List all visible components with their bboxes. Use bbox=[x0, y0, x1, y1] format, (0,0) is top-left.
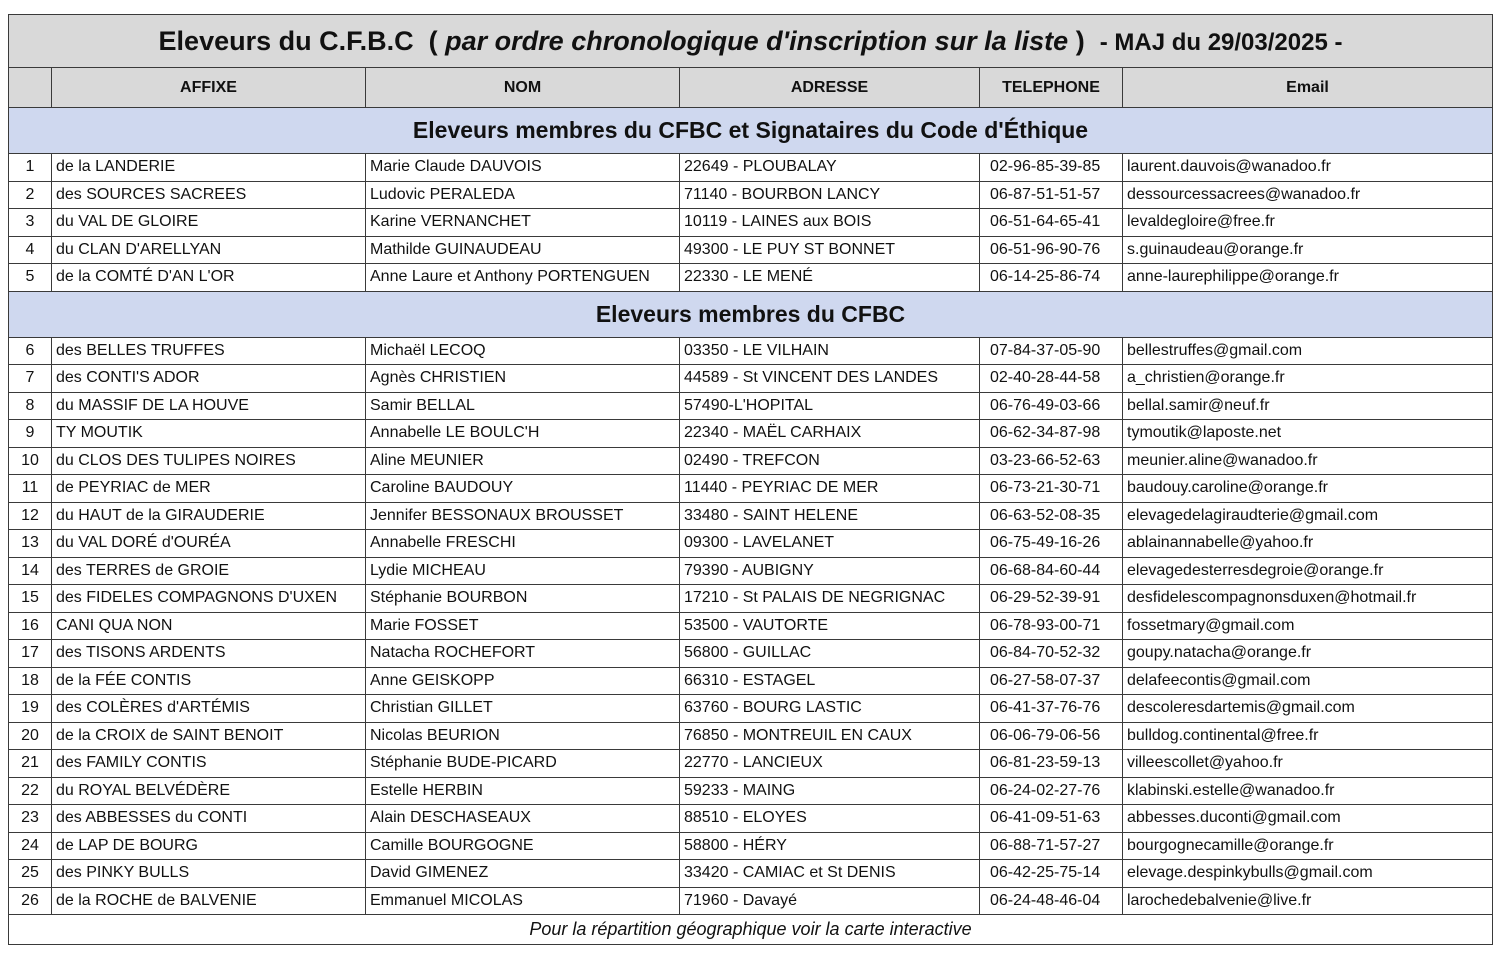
row-number: 26 bbox=[9, 887, 52, 915]
row-number: 14 bbox=[9, 557, 52, 585]
row-number: 5 bbox=[9, 264, 52, 292]
cell-affixe: de la LANDERIE bbox=[52, 154, 366, 182]
table-row bbox=[9, 887, 1493, 915]
cell-affixe: des TERRES de GROIE bbox=[52, 557, 366, 585]
cell-telephone: 06-51-64-65-41 bbox=[980, 209, 1123, 237]
cell-adresse: 57490-L'HOPITAL bbox=[680, 392, 980, 420]
cell-adresse: 71140 - BOURBON LANCY bbox=[680, 181, 980, 209]
table-row bbox=[9, 392, 1493, 420]
table-row bbox=[9, 337, 1493, 365]
table-row bbox=[9, 236, 1493, 264]
cell-affixe: du VAL DE GLOIRE bbox=[52, 209, 366, 237]
cell-adresse: 03350 - LE VILHAIN bbox=[680, 337, 980, 365]
cell-telephone: 06-24-48-46-04 bbox=[980, 887, 1123, 915]
row-number: 25 bbox=[9, 860, 52, 888]
table-row bbox=[9, 722, 1493, 750]
cell-email: levaldegloire@free.fr bbox=[1123, 209, 1493, 237]
cell-affixe: du MASSIF DE LA HOUVE bbox=[52, 392, 366, 420]
cell-affixe: du VAL DORÉ d'OURÉA bbox=[52, 530, 366, 558]
cell-adresse: 58800 - HÉRY bbox=[680, 832, 980, 860]
cell-nom: Camille BOURGOGNE bbox=[366, 832, 680, 860]
cell-nom: Annabelle FRESCHI bbox=[366, 530, 680, 558]
section-title: Eleveurs membres du CFBC bbox=[9, 291, 1493, 337]
cell-adresse: 22330 - LE MENÉ bbox=[680, 264, 980, 292]
section-header-row bbox=[9, 291, 1493, 337]
page-title bbox=[9, 15, 1493, 68]
cell-email: bellestruffes@gmail.com bbox=[1123, 337, 1493, 365]
cell-affixe: des CONTI'S ADOR bbox=[52, 365, 366, 393]
table-row bbox=[9, 264, 1493, 292]
cell-nom: Aline MEUNIER bbox=[366, 447, 680, 475]
row-number: 15 bbox=[9, 585, 52, 613]
cell-telephone: 06-62-34-87-98 bbox=[980, 420, 1123, 448]
cell-telephone: 06-27-58-07-37 bbox=[980, 667, 1123, 695]
row-number: 24 bbox=[9, 832, 52, 860]
cell-adresse: 22649 - PLOUBALAY bbox=[680, 154, 980, 182]
cell-telephone: 06-29-52-39-91 bbox=[980, 585, 1123, 613]
title-update: - MAJ du 29/03/2025 - bbox=[1099, 28, 1343, 56]
table-row bbox=[9, 667, 1493, 695]
cell-email: bellal.samir@neuf.fr bbox=[1123, 392, 1493, 420]
cell-email: bourgognecamille@orange.fr bbox=[1123, 832, 1493, 860]
cell-email: s.guinaudeau@orange.fr bbox=[1123, 236, 1493, 264]
cell-affixe: du ROYAL BELVÉDÈRE bbox=[52, 777, 366, 805]
cell-adresse: 22770 - LANCIEUX bbox=[680, 750, 980, 778]
cell-nom: Anne GEISKOPP bbox=[366, 667, 680, 695]
row-number: 9 bbox=[9, 420, 52, 448]
table-row bbox=[9, 860, 1493, 888]
cell-nom: Marie FOSSET bbox=[366, 612, 680, 640]
title-open-paren: ( bbox=[428, 25, 438, 56]
footer-note: Pour la répartition géographique voir la carte interactive bbox=[9, 915, 1493, 945]
cell-email: tymoutik@laposte.net bbox=[1123, 420, 1493, 448]
cell-telephone: 06-84-70-52-32 bbox=[980, 640, 1123, 668]
table-row bbox=[9, 695, 1493, 723]
cell-telephone: 06-41-09-51-63 bbox=[980, 805, 1123, 833]
cell-adresse: 88510 - ELOYES bbox=[680, 805, 980, 833]
col-header-email: Email bbox=[1123, 68, 1493, 108]
cell-telephone: 06-76-49-03-66 bbox=[980, 392, 1123, 420]
table-row bbox=[9, 557, 1493, 585]
cell-nom: Stéphanie BUDE-PICARD bbox=[366, 750, 680, 778]
table-row bbox=[9, 750, 1493, 778]
cell-nom: Christian GILLET bbox=[366, 695, 680, 723]
title-main: Eleveurs du C.F.B.C bbox=[158, 25, 414, 56]
cell-affixe: de LAP DE BOURG bbox=[52, 832, 366, 860]
row-number: 2 bbox=[9, 181, 52, 209]
cell-telephone: 06-68-84-60-44 bbox=[980, 557, 1123, 585]
section-header-row bbox=[9, 108, 1493, 154]
row-number: 8 bbox=[9, 392, 52, 420]
cell-adresse: 66310 - ESTAGEL bbox=[680, 667, 980, 695]
cell-telephone: 03-23-66-52-63 bbox=[980, 447, 1123, 475]
cell-adresse: 22340 - MAËL CARHAIX bbox=[680, 420, 980, 448]
cell-affixe: de la CROIX de SAINT BENOIT bbox=[52, 722, 366, 750]
title-subtitle: par ordre chronologique d'inscription sur la liste bbox=[445, 25, 1069, 56]
cell-telephone: 06-24-02-27-76 bbox=[980, 777, 1123, 805]
cell-telephone: 02-96-85-39-85 bbox=[980, 154, 1123, 182]
cell-affixe: des TISONS ARDENTS bbox=[52, 640, 366, 668]
cell-adresse: 33420 - CAMIAC et St DENIS bbox=[680, 860, 980, 888]
cell-nom: Ludovic PERALEDA bbox=[366, 181, 680, 209]
cell-telephone: 02-40-28-44-58 bbox=[980, 365, 1123, 393]
cell-telephone: 06-42-25-75-14 bbox=[980, 860, 1123, 888]
cell-adresse: 10119 - LAINES aux BOIS bbox=[680, 209, 980, 237]
cell-telephone: 07-84-37-05-90 bbox=[980, 337, 1123, 365]
cell-affixe: des SOURCES SACREES bbox=[52, 181, 366, 209]
cell-nom: Estelle HERBIN bbox=[366, 777, 680, 805]
cell-adresse: 02490 - TREFCON bbox=[680, 447, 980, 475]
cell-telephone: 06-14-25-86-74 bbox=[980, 264, 1123, 292]
cell-telephone: 06-63-52-08-35 bbox=[980, 502, 1123, 530]
table-row bbox=[9, 777, 1493, 805]
cell-telephone: 06-75-49-16-26 bbox=[980, 530, 1123, 558]
cell-affixe: des FIDELES COMPAGNONS D'UXEN bbox=[52, 585, 366, 613]
cell-telephone: 06-51-96-90-76 bbox=[980, 236, 1123, 264]
cell-email: klabinski.estelle@wanadoo.fr bbox=[1123, 777, 1493, 805]
footer-row bbox=[9, 915, 1493, 945]
cell-email: elevage.despinkybulls@gmail.com bbox=[1123, 860, 1493, 888]
cell-email: anne-laurephilippe@orange.fr bbox=[1123, 264, 1493, 292]
cell-nom: Annabelle LE BOULC'H bbox=[366, 420, 680, 448]
table-row bbox=[9, 420, 1493, 448]
col-header-num bbox=[9, 68, 52, 108]
cell-affixe: des ABBESSES du CONTI bbox=[52, 805, 366, 833]
cell-affixe: TY MOUTIK bbox=[52, 420, 366, 448]
cell-adresse: 53500 - VAUTORTE bbox=[680, 612, 980, 640]
table-row bbox=[9, 612, 1493, 640]
cell-email: laurent.dauvois@wanadoo.fr bbox=[1123, 154, 1493, 182]
cell-email: desfidelescompagnonsduxen@hotmail.fr bbox=[1123, 585, 1493, 613]
row-number: 7 bbox=[9, 365, 52, 393]
cell-affixe: des FAMILY CONTIS bbox=[52, 750, 366, 778]
cell-nom: Natacha ROCHEFORT bbox=[366, 640, 680, 668]
cell-email: villeescollet@yahoo.fr bbox=[1123, 750, 1493, 778]
row-number: 6 bbox=[9, 337, 52, 365]
cell-nom: Michaël LECOQ bbox=[366, 337, 680, 365]
cell-affixe: du HAUT de la GIRAUDERIE bbox=[52, 502, 366, 530]
cell-email: abbesses.duconti@gmail.com bbox=[1123, 805, 1493, 833]
breeders-table bbox=[8, 14, 1493, 945]
cell-telephone: 06-73-21-30-71 bbox=[980, 475, 1123, 503]
cell-email: ablainannabelle@yahoo.fr bbox=[1123, 530, 1493, 558]
table-row bbox=[9, 640, 1493, 668]
table-row bbox=[9, 530, 1493, 558]
cell-nom: Anne Laure et Anthony PORTENGUEN bbox=[366, 264, 680, 292]
row-number: 22 bbox=[9, 777, 52, 805]
cell-email: goupy.natacha@orange.fr bbox=[1123, 640, 1493, 668]
cell-adresse: 76850 - MONTREUIL EN CAUX bbox=[680, 722, 980, 750]
table-row bbox=[9, 475, 1493, 503]
row-number: 10 bbox=[9, 447, 52, 475]
table-row bbox=[9, 805, 1493, 833]
col-header-affixe: AFFIXE bbox=[52, 68, 366, 108]
cell-nom: Alain DESCHASEAUX bbox=[366, 805, 680, 833]
col-header-telephone: TELEPHONE bbox=[980, 68, 1123, 108]
cell-nom: Marie Claude DAUVOIS bbox=[366, 154, 680, 182]
cell-adresse: 79390 - AUBIGNY bbox=[680, 557, 980, 585]
cell-affixe: de la COMTÉ D'AN L'OR bbox=[52, 264, 366, 292]
header-row bbox=[9, 68, 1493, 108]
cell-telephone: 06-78-93-00-71 bbox=[980, 612, 1123, 640]
table-row bbox=[9, 832, 1493, 860]
cell-telephone: 06-06-79-06-56 bbox=[980, 722, 1123, 750]
table-row bbox=[9, 365, 1493, 393]
cell-telephone: 06-88-71-57-27 bbox=[980, 832, 1123, 860]
cell-nom: Mathilde GUINAUDEAU bbox=[366, 236, 680, 264]
row-number: 16 bbox=[9, 612, 52, 640]
cell-nom: Nicolas BEURION bbox=[366, 722, 680, 750]
cell-adresse: 59233 - MAING bbox=[680, 777, 980, 805]
cell-adresse: 63760 - BOURG LASTIC bbox=[680, 695, 980, 723]
cell-email: baudouy.caroline@orange.fr bbox=[1123, 475, 1493, 503]
cell-adresse: 17210 - St PALAIS DE NEGRIGNAC bbox=[680, 585, 980, 613]
table-row bbox=[9, 447, 1493, 475]
cell-telephone: 06-87-51-51-57 bbox=[980, 181, 1123, 209]
cell-email: larochedebalvenie@live.fr bbox=[1123, 887, 1493, 915]
cell-affixe: de la ROCHE de BALVENIE bbox=[52, 887, 366, 915]
row-number: 11 bbox=[9, 475, 52, 503]
title-close-paren: ) bbox=[1075, 25, 1085, 56]
cell-nom: Agnès CHRISTIEN bbox=[366, 365, 680, 393]
table-row bbox=[9, 585, 1493, 613]
row-number: 12 bbox=[9, 502, 52, 530]
cell-nom: Lydie MICHEAU bbox=[366, 557, 680, 585]
row-number: 20 bbox=[9, 722, 52, 750]
cell-nom: Emmanuel MICOLAS bbox=[366, 887, 680, 915]
cell-email: dessourcessacrees@wanadoo.fr bbox=[1123, 181, 1493, 209]
section-title: Eleveurs membres du CFBC et Signataires du Code d'Éthique bbox=[9, 108, 1493, 154]
row-number: 4 bbox=[9, 236, 52, 264]
cell-nom: Samir BELLAL bbox=[366, 392, 680, 420]
row-number: 21 bbox=[9, 750, 52, 778]
cell-affixe: des PINKY BULLS bbox=[52, 860, 366, 888]
cell-affixe: des COLÈRES d'ARTÉMIS bbox=[52, 695, 366, 723]
row-number: 1 bbox=[9, 154, 52, 182]
table-row bbox=[9, 181, 1493, 209]
cell-email: a_christien@orange.fr bbox=[1123, 365, 1493, 393]
row-number: 17 bbox=[9, 640, 52, 668]
cell-adresse: 11440 - PEYRIAC DE MER bbox=[680, 475, 980, 503]
cell-email: bulldog.continental@free.fr bbox=[1123, 722, 1493, 750]
table-row bbox=[9, 154, 1493, 182]
row-number: 3 bbox=[9, 209, 52, 237]
cell-affixe: de PEYRIAC de MER bbox=[52, 475, 366, 503]
table-row bbox=[9, 502, 1493, 530]
row-number: 23 bbox=[9, 805, 52, 833]
cell-email: elevagedelagiraudterie@gmail.com bbox=[1123, 502, 1493, 530]
cell-affixe: du CLAN D'ARELLYAN bbox=[52, 236, 366, 264]
cell-nom: Stéphanie BOURBON bbox=[366, 585, 680, 613]
cell-adresse: 56800 - GUILLAC bbox=[680, 640, 980, 668]
cell-affixe: du CLOS DES TULIPES NOIRES bbox=[52, 447, 366, 475]
cell-adresse: 49300 - LE PUY ST BONNET bbox=[680, 236, 980, 264]
cell-email: meunier.aline@wanadoo.fr bbox=[1123, 447, 1493, 475]
cell-adresse: 71960 - Davayé bbox=[680, 887, 980, 915]
cell-telephone: 06-41-37-76-76 bbox=[980, 695, 1123, 723]
row-number: 13 bbox=[9, 530, 52, 558]
cell-adresse: 44589 - St VINCENT DES LANDES bbox=[680, 365, 980, 393]
cell-adresse: 33480 - SAINT HELENE bbox=[680, 502, 980, 530]
title-row bbox=[9, 15, 1493, 68]
col-header-nom: NOM bbox=[366, 68, 680, 108]
cell-email: fossetmary@gmail.com bbox=[1123, 612, 1493, 640]
cell-email: delafeecontis@gmail.com bbox=[1123, 667, 1493, 695]
table-row bbox=[9, 209, 1493, 237]
cell-affixe: des BELLES TRUFFES bbox=[52, 337, 366, 365]
cell-affixe: CANI QUA NON bbox=[52, 612, 366, 640]
cell-telephone: 06-81-23-59-13 bbox=[980, 750, 1123, 778]
cell-email: elevagedesterresdegroie@orange.fr bbox=[1123, 557, 1493, 585]
row-number: 18 bbox=[9, 667, 52, 695]
cell-nom: Caroline BAUDOUY bbox=[366, 475, 680, 503]
cell-nom: Jennifer BESSONAUX BROUSSET bbox=[366, 502, 680, 530]
row-number: 19 bbox=[9, 695, 52, 723]
cell-nom: Karine VERNANCHET bbox=[366, 209, 680, 237]
breeders-sheet bbox=[8, 14, 1492, 945]
cell-adresse: 09300 - LAVELANET bbox=[680, 530, 980, 558]
cell-nom: David GIMENEZ bbox=[366, 860, 680, 888]
col-header-adresse: ADRESSE bbox=[680, 68, 980, 108]
cell-email: descoleresdartemis@gmail.com bbox=[1123, 695, 1493, 723]
cell-affixe: de la FÉE CONTIS bbox=[52, 667, 366, 695]
